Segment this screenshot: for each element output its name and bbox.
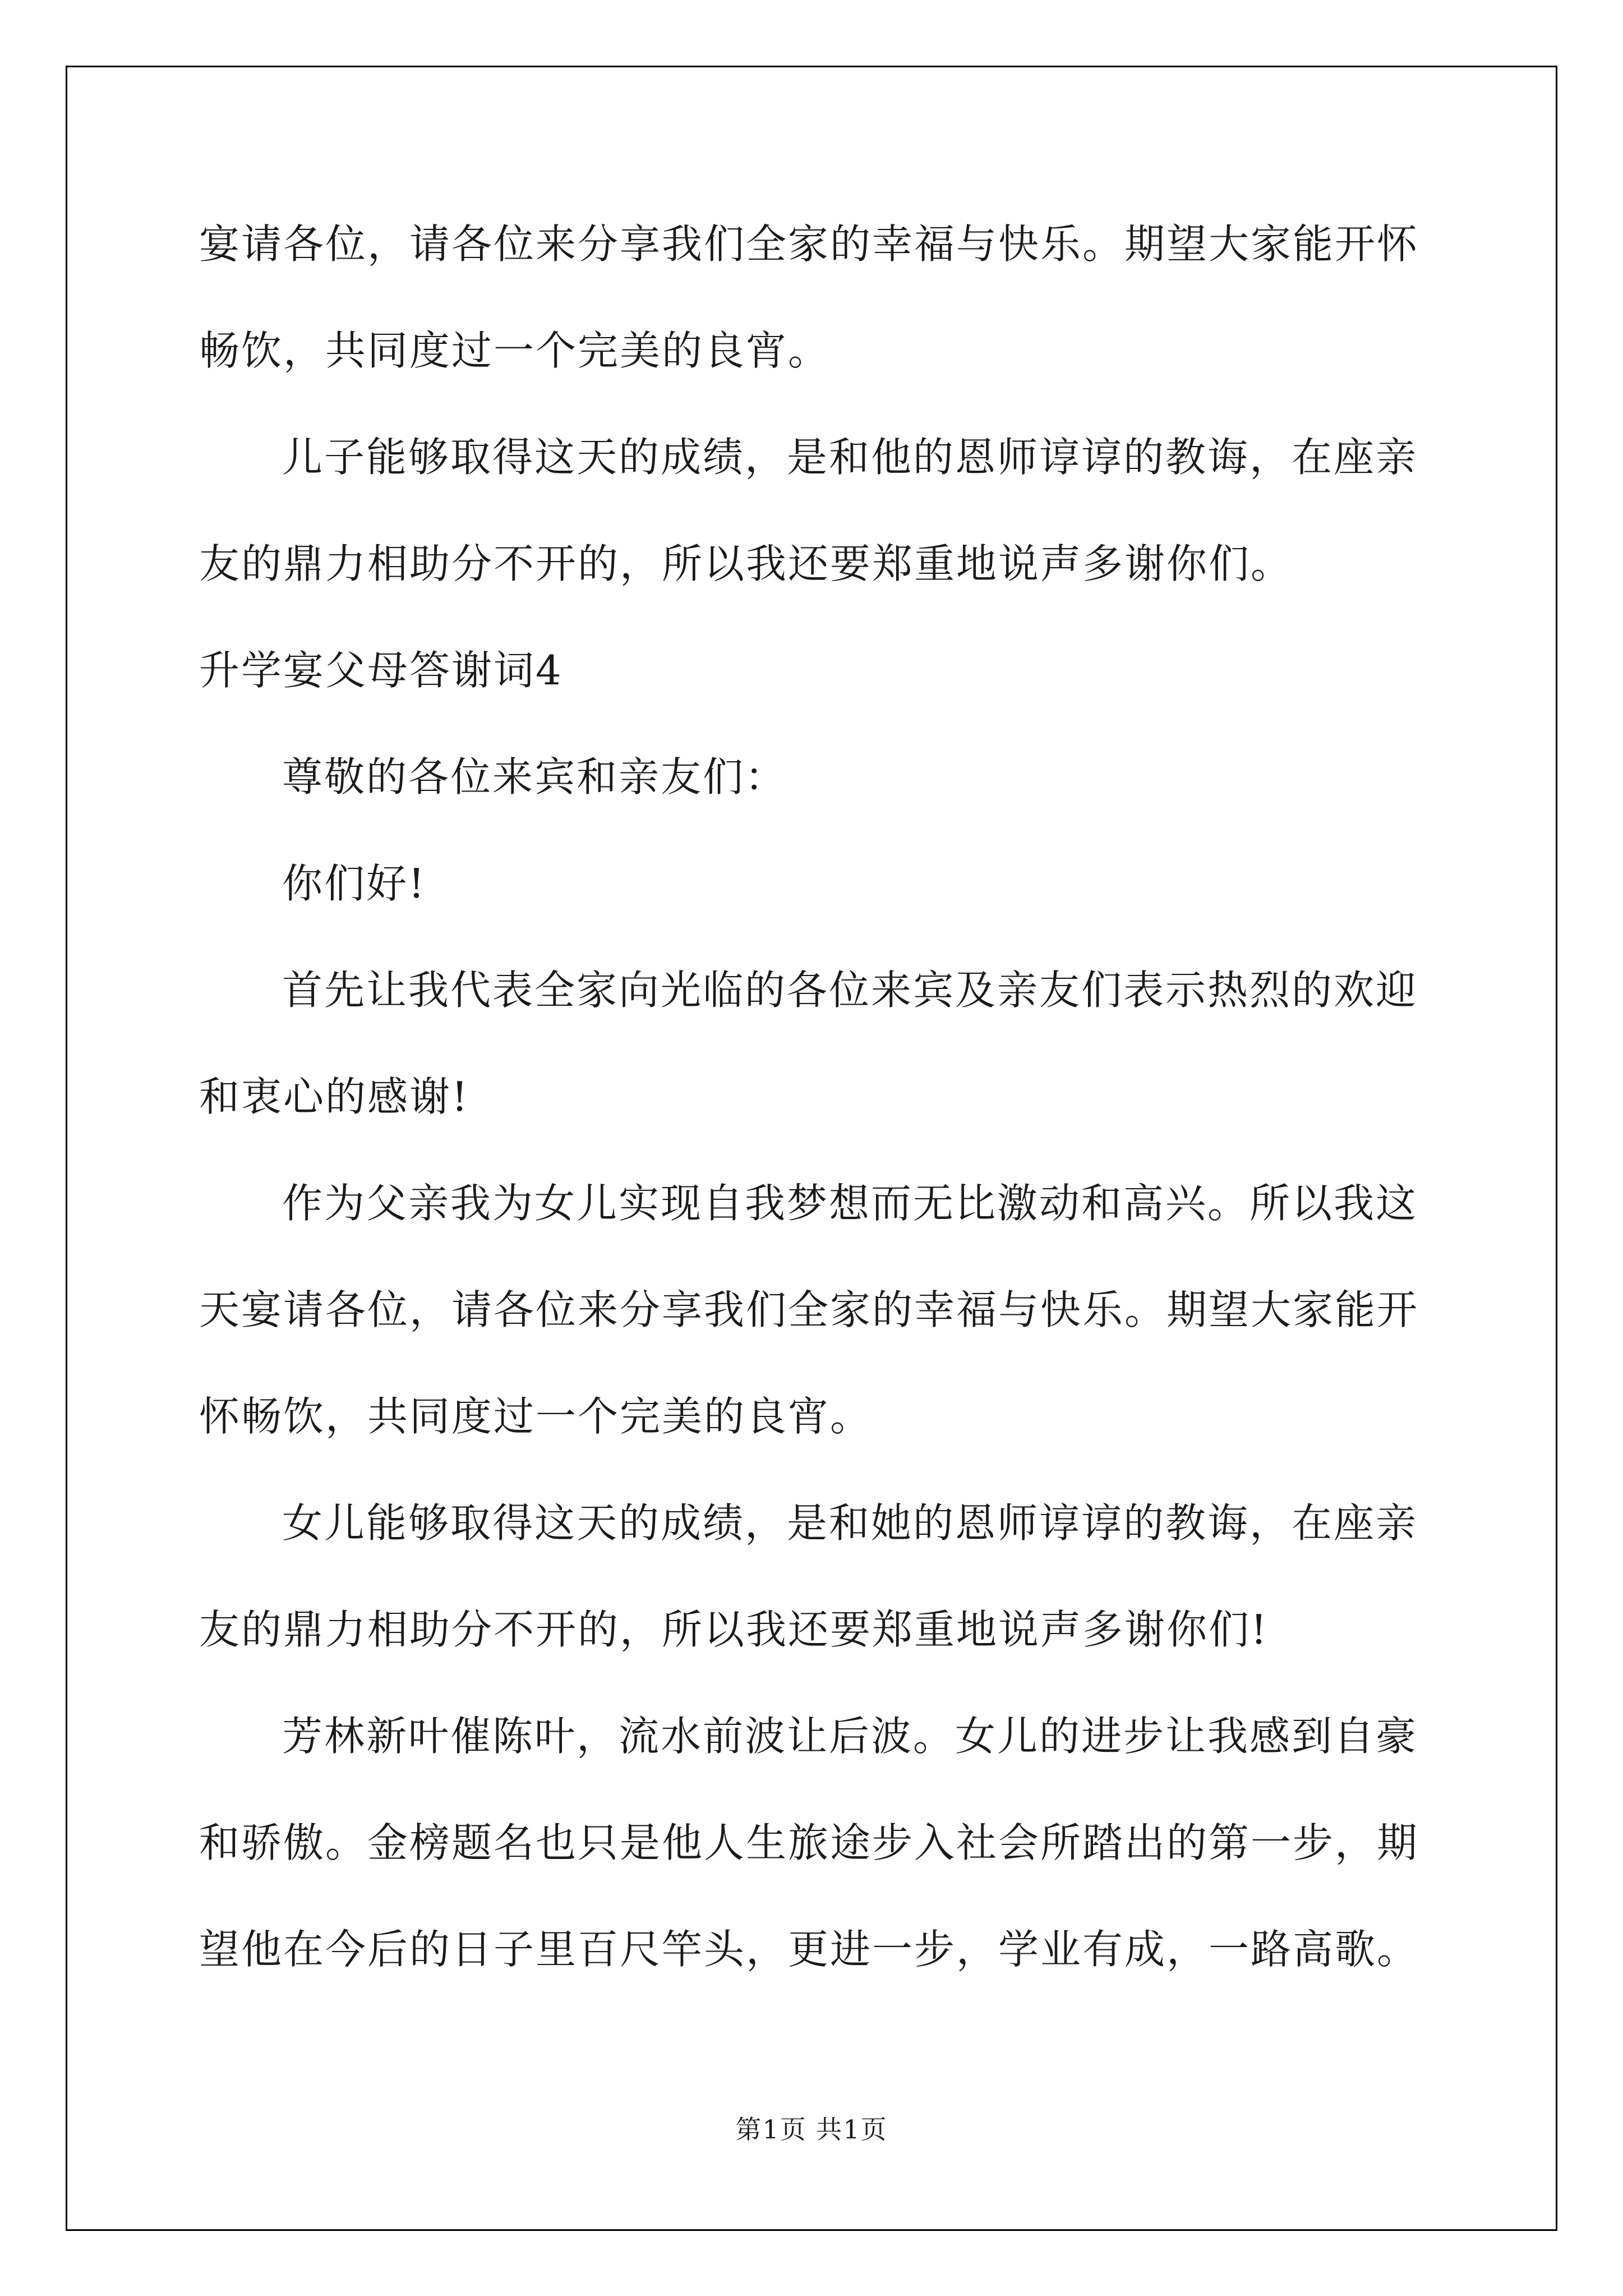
document-body — [199, 191, 1438, 2003]
page-footer — [0, 2109, 1623, 2146]
paragraph-closing: 芳林新叶催陈叶，流水前波让后波。女儿的进步让我感到自豪和骄傲。金榜题名也只是他人生旅途步入社会所踏出的第一步，期望他在今后的日子里百尺竿头，更进一步，学业有成，一路高歌。 — [199, 1713, 1419, 1973]
paragraph-daughter: 女儿能够取得这天的成绩，是和她的恩师谆谆的教诲，在座亲友的鼎力相助分不开的，所以我还要郑重地说声多谢你们! — [199, 1499, 1418, 1653]
greeting: 你们好! — [282, 860, 426, 907]
paragraph-welcome: 首先让我代表全家向光临的各位来宾及亲友们表示热烈的欢迎和衷心的感谢! — [199, 967, 1418, 1120]
paragraph-2: 儿子能够取得这天的成绩，是和他的恩师谆谆的教诲，在座亲友的鼎力相助分不开的，所以我还要郑重地说声多谢你们。 — [199, 434, 1418, 587]
page-number-label: 第1页 共1页 — [735, 2114, 888, 2145]
paragraph-1: 宴请各位，请各位来分享我们全家的幸福与快乐。期望大家能开怀畅饮，共同度过一个完美的良宵。 — [199, 220, 1419, 374]
section-heading: 升学宴父母答谢词4 — [199, 647, 563, 694]
salutation: 尊敬的各位来宾和亲友们： — [282, 753, 787, 800]
paragraph-father: 作为父亲我为女儿实现自我梦想而无比激动和高兴。所以我这天宴请各位，请各位来分享我们全家的幸福与快乐。期望大家能开怀畅饮，共同度过一个完美的良宵。 — [199, 1180, 1419, 1440]
